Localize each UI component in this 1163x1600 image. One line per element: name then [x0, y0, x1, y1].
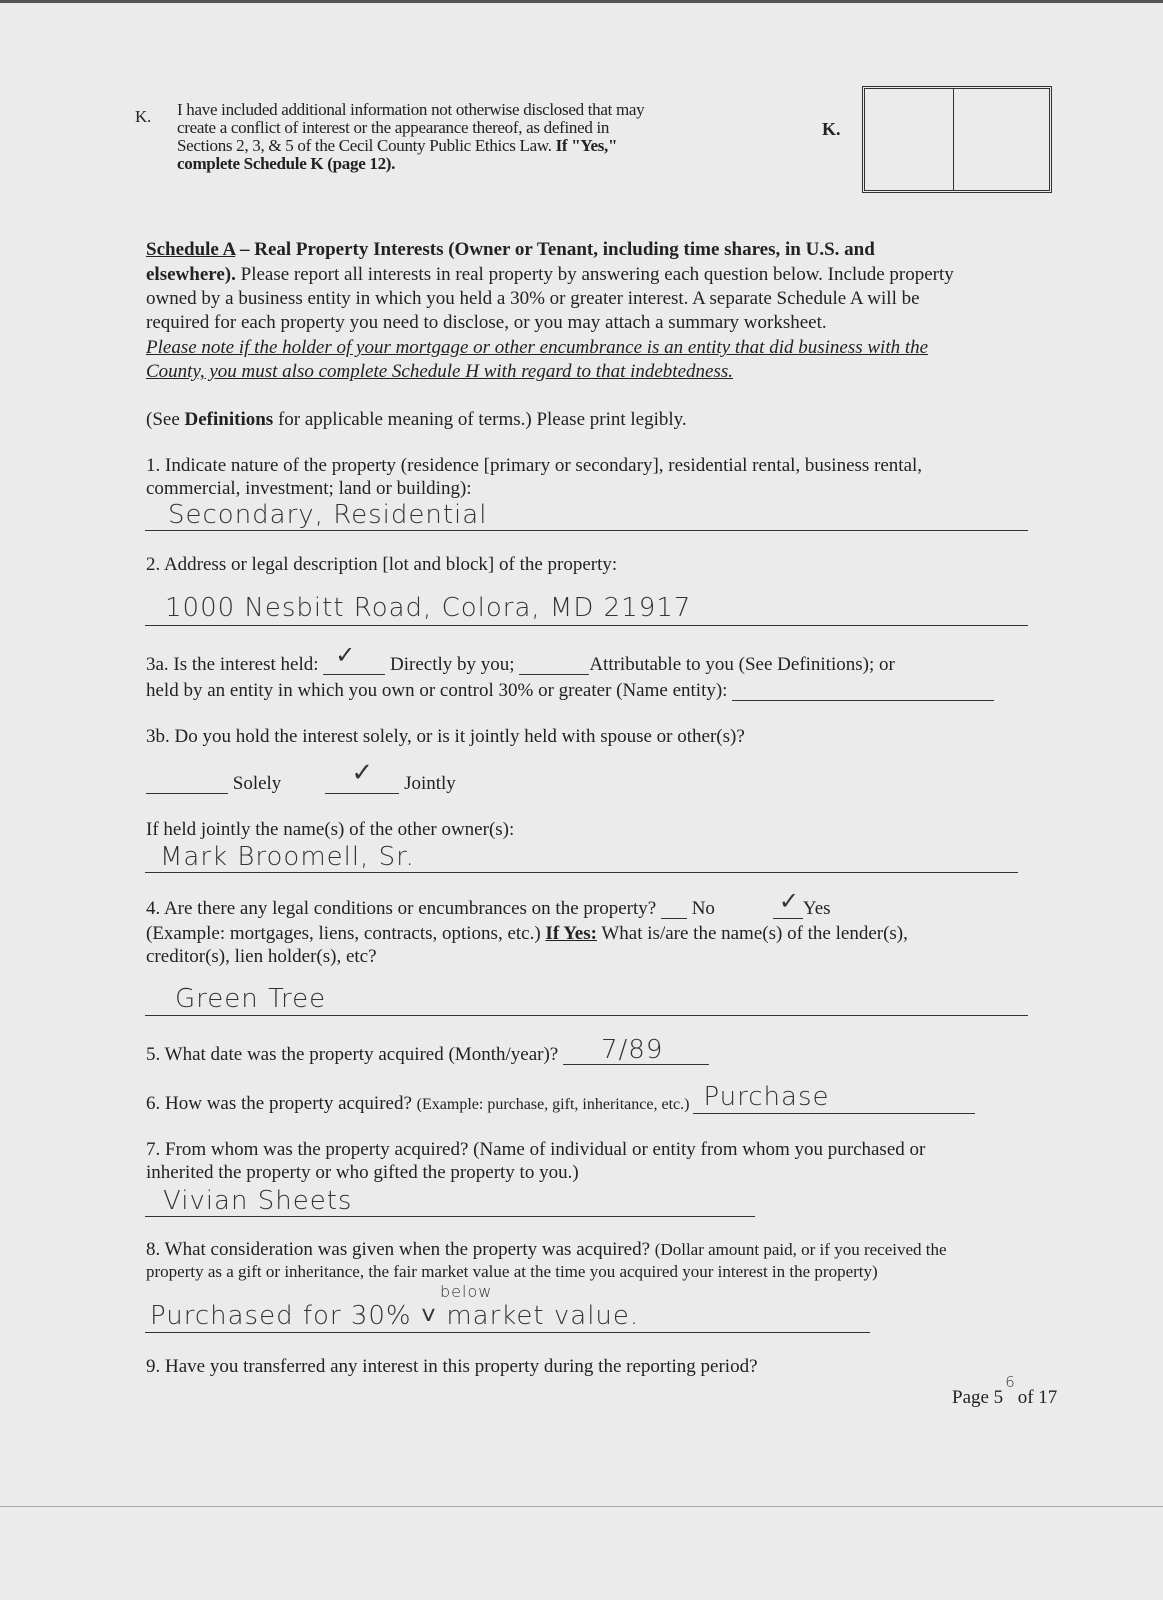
- schedule-a-line-2-text: Please report all interests in real property by answering each question below. Include property: [235, 264, 954, 285]
- q6-example: (Example: purchase, gift, inheritance, etc.): [416, 1096, 694, 1113]
- q5-line: [146, 1035, 709, 1065]
- q2-answer-line: [145, 625, 1028, 626]
- jointly-label: Jointly: [399, 773, 456, 794]
- q1-answer-line: [145, 530, 1028, 531]
- q5-answer-field[interactable]: [563, 1035, 709, 1065]
- solely-label: Solely: [228, 773, 282, 794]
- section-k-line-3: [177, 137, 617, 154]
- section-k-line-3-text: Sections 2, 3, & 5 of the Cecil County Public Ethics Law.: [177, 136, 556, 155]
- q9-text: 9. Have you transferred any interest in this property during the reporting period?: [146, 1356, 758, 1377]
- q4-line-2: [146, 924, 908, 943]
- section-k-letter: K.: [135, 107, 151, 126]
- schedule-a-line-4: required for each property you need to disclose, or you may attach a summary worksheet.: [146, 312, 827, 333]
- q6-answer-field[interactable]: [693, 1082, 975, 1114]
- q4-yes-label: Yes: [802, 898, 831, 919]
- q3a-directly-label: Directly by you;: [385, 654, 520, 675]
- q3a-directly-blank[interactable]: [323, 641, 385, 675]
- schedule-a-note-2: County, you must also complete Schedule H with regard to that indebtedness.: [146, 361, 733, 382]
- page-number: [952, 1373, 1058, 1408]
- q3a-attributable-label: Attributable to you (See Definitions); or: [589, 654, 895, 675]
- box-divider: [953, 89, 954, 190]
- check-icon: ✓: [778, 887, 801, 915]
- q4-no-blank[interactable]: [661, 899, 687, 919]
- q1-line-2: commercial, investment; land or building):: [146, 478, 472, 499]
- q3b-text: 3b. Do you hold the interest solely, or is it jointly held with spouse or other(s)?: [146, 726, 745, 747]
- check-icon: ✓: [351, 758, 375, 788]
- q5-text: 5. What date was the property acquired (Month/year)?: [146, 1044, 563, 1065]
- q8-insert: below: [440, 1282, 493, 1301]
- q5-answer: 7/89: [600, 1035, 664, 1065]
- schedule-a-heading: [146, 240, 875, 259]
- q6-line: [146, 1082, 975, 1114]
- joint-owners-line: [145, 872, 1018, 873]
- q1-line-1: 1. Indicate nature of the property (residence [primary or secondary], residential rental, business rental,: [146, 455, 923, 476]
- q3b-options: [146, 758, 456, 794]
- q4-answer[interactable]: Green Tree: [175, 984, 327, 1014]
- q6-text: 6. How was the property acquired?: [146, 1093, 417, 1114]
- joint-owners-answer[interactable]: Mark Broomell, Sr.: [160, 842, 415, 872]
- q4-line-3: creditor(s), lien holder(s), etc?: [146, 946, 377, 967]
- page-number-total: of 17: [1017, 1387, 1058, 1408]
- q3a-attributable-blank[interactable]: [519, 655, 589, 675]
- schedule-a-title-rest: – Real Property Interests (Owner or Tenant, including time shares, in U.S. and: [235, 239, 875, 260]
- scan-edge: [0, 0, 1163, 3]
- definitions-term: Definitions: [184, 409, 274, 430]
- definitions-note: [146, 410, 687, 429]
- q4-yes-blank[interactable]: [773, 887, 803, 919]
- q7-line-2: inherited the property or who gifted the property to you.): [146, 1162, 579, 1183]
- q8-answer-line: [145, 1332, 870, 1333]
- q8-answer[interactable]: Purchased for 30% ˅ market value.: [150, 1301, 640, 1331]
- q2-answer[interactable]: 1000 Nesbitt Road, Colora, MD 21917: [165, 593, 692, 623]
- solely-blank[interactable]: [146, 774, 228, 794]
- schedule-a-line-2: [146, 265, 954, 284]
- section-k-line-4: complete Schedule K (page 12).: [177, 154, 396, 173]
- schedule-a-line-3: owned by a business entity in which you held a 30% or greater interest. A separate Schedule A will be: [146, 288, 920, 309]
- page-number-correction: 6: [1005, 1373, 1016, 1391]
- section-k-box-label: K.: [822, 119, 841, 139]
- page-number-current: Page 5: [952, 1387, 1004, 1408]
- q8-line-2: property as a gift or inheritance, the fair market value at the time you acquired your interest in the property): [146, 1262, 878, 1281]
- q7-line-1: 7. From whom was the property acquired? (Name of individual or entity from whom you purchased or: [146, 1139, 926, 1160]
- q3a-entity-label: held by an entity in which you own or control 30% or greater (Name entity):: [146, 680, 733, 701]
- q8-text: 8. What consideration was given when the property was acquired?: [146, 1239, 655, 1260]
- q2-text: 2. Address or legal description [lot and block] of the property:: [146, 554, 618, 575]
- q4-line-1: [146, 887, 831, 919]
- schedule-a-note-1: Please note if the holder of your mortgage or other encumbrance is an entity that did business with the: [146, 337, 929, 358]
- q4-no-label: No: [686, 898, 715, 919]
- see-post: for applicable meaning of terms.) Please print legibly.: [273, 409, 687, 430]
- q3a-line-2: [146, 681, 994, 701]
- see-pre: (See: [146, 409, 185, 430]
- q3a-entity-field[interactable]: [732, 681, 994, 701]
- q7-answer[interactable]: Vivian Sheets: [163, 1186, 353, 1216]
- scan-bottom-edge: [0, 1506, 1163, 1507]
- section-k-line-1: I have included additional information not otherwise disclosed that may: [177, 100, 645, 119]
- jointly-blank[interactable]: [325, 758, 399, 794]
- section-k-yes: If "Yes,": [555, 136, 618, 155]
- q8-note-1: (Dollar amount paid, or if you received the: [654, 1240, 947, 1259]
- joint-owners-question: If held jointly the name(s) of the other owner(s):: [146, 819, 515, 840]
- q3a-line-1: [146, 641, 895, 675]
- q6-answer: Purchase: [703, 1082, 830, 1112]
- q4-answer-line: [145, 1015, 1028, 1016]
- section-k-line-2: create a conflict of interest or the appearance thereof, as defined in: [177, 118, 610, 137]
- schedule-a-elsewhere: elsewhere).: [146, 264, 236, 285]
- section-k-yes-no-box[interactable]: [862, 86, 1052, 193]
- check-icon: ✓: [335, 641, 357, 669]
- q4-example: (Example: mortgages, liens, contracts, options, etc.): [146, 923, 546, 944]
- q1-answer[interactable]: Secondary, Residential: [168, 500, 488, 530]
- q3a-label: 3a. Is the interest held:: [146, 654, 324, 675]
- q4-label: 4. Are there any legal conditions or encumbrances on the property?: [146, 898, 661, 919]
- q4-lender-question: What is/are the name(s) of the lender(s),: [596, 923, 908, 944]
- q4-if-yes: If Yes:: [545, 923, 597, 944]
- schedule-a-title: Schedule A: [146, 239, 236, 260]
- q8-line-1: [146, 1240, 947, 1259]
- q7-answer-line: [145, 1216, 755, 1217]
